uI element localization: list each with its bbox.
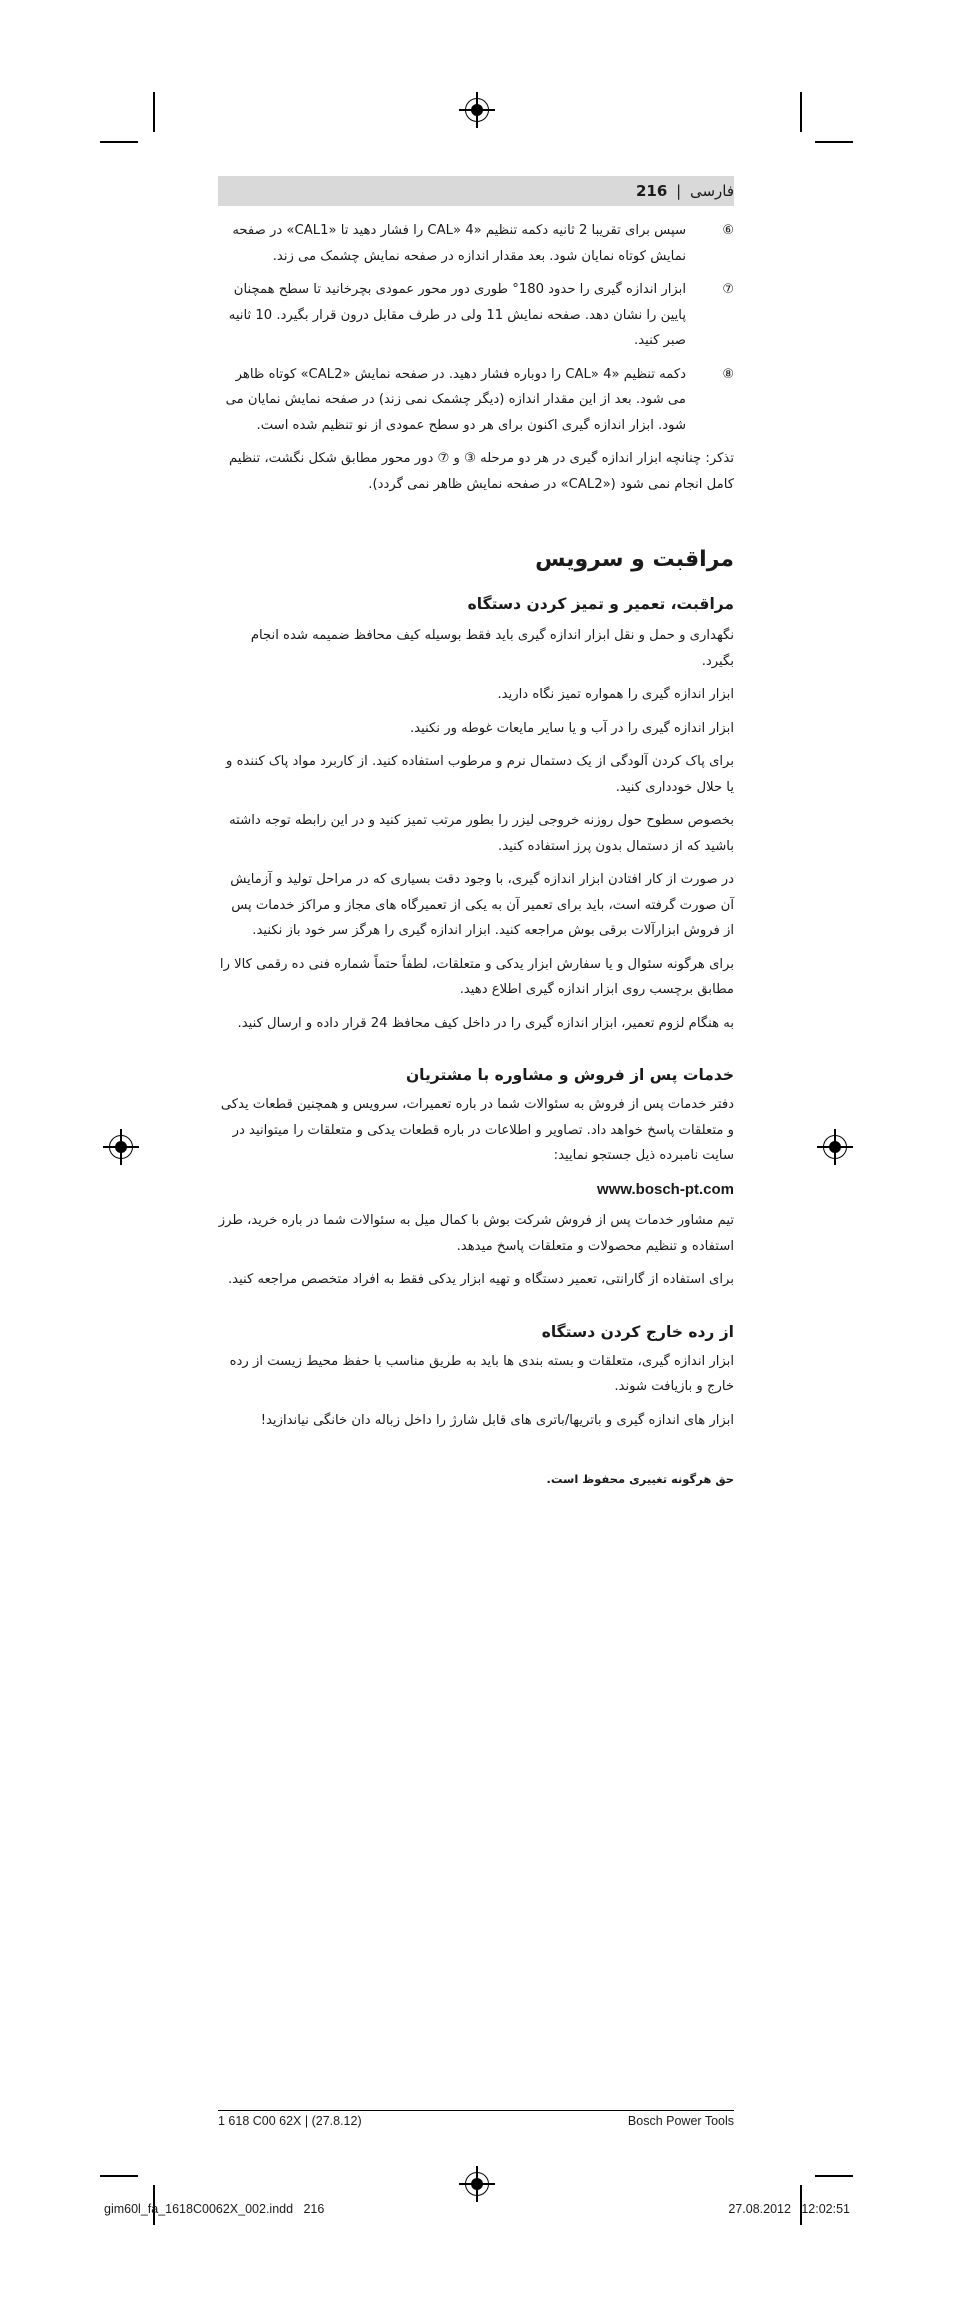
care-paragraph: نگهداری و حمل و نقل ابزار اندازه گیری باید فقط بوسیله کیف محافظ ضمیمه شده انجام بگیرد.: [250, 628, 734, 669]
care-paragraph: ابزار اندازه گیری را در آب و یا سایر مایعات غوطه ور نکنید.: [409, 720, 734, 736]
disposal-paragraph: ابزار اندازه گیری، متعلقات و بسته بندی ها باید به طریق مناسب با حفظ محیط زیست از رده خارج و بازیافت شوند.: [229, 1353, 734, 1394]
crop-mark: [815, 141, 853, 143]
page-header: [218, 176, 734, 206]
care-paragraph: برای پاک کردن آلودگی از یک دستمال نرم و مرطوب استفاده کنید. از کاربرد مواد پاک کننده و یا حلال خودداری کنید.: [226, 754, 734, 795]
crop-mark: [815, 2175, 853, 2177]
crop-mark: [100, 2175, 138, 2177]
care-paragraph: بخصوص سطوح حول روزنه خروجی لیزر را بطور مرتب تمیز کنید و در این رابطه توجه داشته باشید که از دستمال بدون پرز استفاده کنید.: [229, 813, 734, 854]
step-number: ⑧: [722, 366, 734, 382]
section-title: مراقبت و سرویس: [535, 547, 734, 572]
slug-date: 27.08.2012 12:02:51: [728, 2202, 850, 2216]
registration-mark-icon: [109, 1135, 133, 1159]
care-title: مراقبت، تعمیر و تمیز کردن دستگاه: [467, 595, 734, 613]
step-text: دکمه تنظیم «CAL» 4 را دوباره فشار دهید. در صفحه نمایش «CAL2» کوتاه ظاهر می شود. بعد از این مقدار اندازه (دیگر چشمک نمی زند) در صفحه نمایش نمایان می شود. ابزار اندازه گیری اکنون برای هر دو سطح عمودی از نو تنظیم شده است.: [225, 366, 686, 433]
step-item: [218, 362, 734, 439]
crop-mark: [153, 92, 155, 132]
step-item: [218, 218, 734, 269]
registration-mark-icon: [823, 1135, 847, 1159]
disposal-paragraph: ابزار های اندازه گیری و باتریها/باتری های قابل شارژ را داخل زباله دان خانگی نیاندازید!: [260, 1412, 734, 1428]
footer-divider: [218, 2110, 734, 2111]
page-header-separator: |: [676, 182, 682, 200]
service-url-link[interactable]: www.bosch-pt.com: [597, 1180, 734, 1198]
step-text: ابزار اندازه گیری را حدود 180° طوری دور محور عمودی بچرخانید تا سطح همچنان پایین را نشان دهد. صفحه نمایش 11 ولی در طرف مقابل درون قرار بگیرد. 10 ثانیه صبر کنید.: [228, 282, 686, 348]
step-item: [218, 277, 734, 354]
footer-brand: Bosch Power Tools: [627, 2114, 734, 2128]
service-paragraph: تیم مشاور خدمات پس از فروش شرکت بوش با کمال میل به سئوالات شما در باره خرید، طرز استفاده و تنظیم محصولات و متعلقات پاسخ میدهد.: [218, 1213, 734, 1254]
slug-filename: gim60l_fa_1618C0062X_002.indd 216: [104, 2202, 325, 2216]
rights-notice: حق هرگونه تغییری محفوظ است.: [546, 1472, 734, 1486]
service-paragraph: برای استفاده از گارانتی، تعمیر دستگاه و تهیه ابزار یدکی فقط به افراد متخصص مراجعه کنید.: [227, 1272, 734, 1287]
registration-mark-icon: [465, 2172, 489, 2196]
care-paragraph: برای هرگونه سئوال و یا سفارش ابزار یدکی و متعلقات، لطفاً حتماً شماره فنی ده رقمی کالا را مطابق برچسب روی ابزار اندازه گیری اطلاع دهید.: [219, 956, 734, 997]
disposal-title: از رده خارج کردن دستگاه: [541, 1322, 734, 1341]
page-header-language: فارسی: [689, 182, 734, 200]
footer-document-number: 1 618 C00 62X | (27.8.12): [218, 2114, 362, 2128]
care-paragraph: در صورت از کار افتادن ابزار اندازه گیری، با وجود دقت بسیاری که در مراحل تولید و آزمایش آن صورت گرفته است، باید برای تعمیر آن به یکی از تعمیرگاه های مجاز و مراکز خدمات پس از فروش ابزارآلات برقی بوش مراجعه کنید. ابزار اندازه گیری را هرگز سر خود باز نکنید.: [230, 872, 734, 938]
crop-mark: [800, 92, 802, 132]
service-paragraph: دفتر خدمات پس از فروش به سئوالات شما در باره تعمیرات، سرویس و همچنین قطعات یدکی و متعلقات پاسخ خواهد داد. تصاویر و اطلاعات در باره قطعات یدکی و متعلقات را میتوانید در سایت نامبرده ذیل جستجو نمایید:: [220, 1097, 734, 1163]
service-title: خدمات پس از فروش و مشاوره با مشتریان: [405, 1066, 734, 1084]
step-number: ⑥: [722, 223, 734, 238]
care-paragraph: ابزار اندازه گیری را همواره تمیز نگاه دارید.: [497, 687, 734, 702]
care-paragraph: به هنگام لزوم تعمیر، ابزار اندازه گیری را در داخل کیف محافظ 24 قرار داده و ارسال کنید.: [237, 1015, 734, 1031]
registration-mark-icon: [465, 98, 489, 122]
page-number: 216: [636, 182, 668, 200]
main-content: [218, 218, 734, 1501]
step-text: سپس برای تقریبا 2 ثانیه دکمه تنظیم «CAL» 4 را فشار دهید تا «CAL1» در صفحه نمایش کوتاه نمایان شود. بعد مقدار اندازه در صفحه نمایش چشمک می زند.: [232, 223, 686, 264]
crop-mark: [100, 141, 138, 143]
note-paragraph: تذکر: چنانچه ابزار اندازه گیری در هر دو مرحله ③ و ⑦ دور محور مطابق شکل نگشت، تنظیم کامل انجام نمی شود («CAL2» در صفحه نمایش ظاهر نمی گردد).: [228, 451, 734, 492]
step-number: ⑦: [722, 282, 734, 297]
